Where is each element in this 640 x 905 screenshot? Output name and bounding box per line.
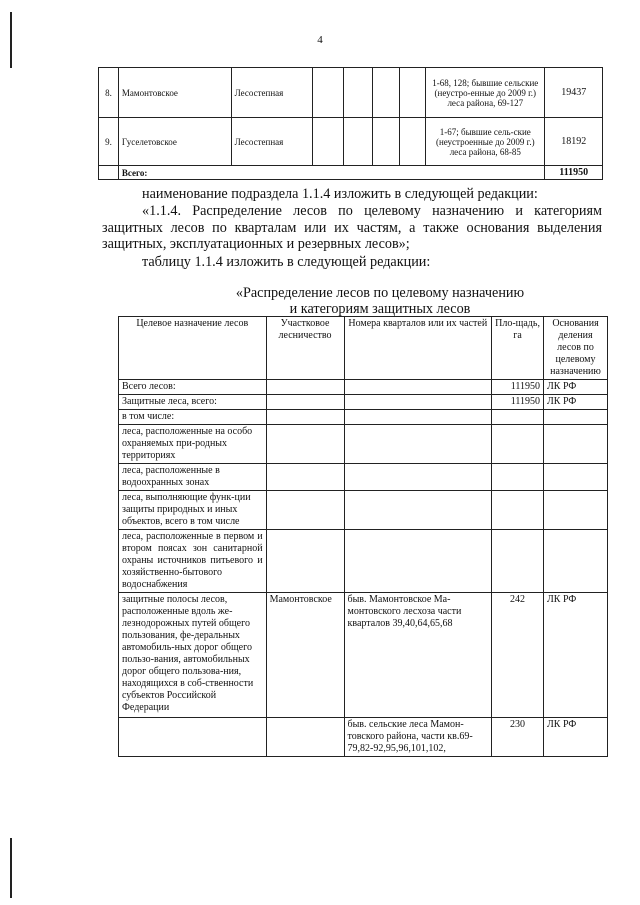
quarters-cell [344, 425, 492, 464]
table-row [119, 718, 608, 757]
prior-forestry-table [98, 67, 603, 180]
table-row [99, 68, 603, 118]
row-number: 9. [99, 118, 119, 166]
table-row [99, 118, 603, 166]
quarters-cell [344, 464, 492, 491]
quarters-cell [344, 395, 492, 410]
area-cell [492, 464, 544, 491]
forestry-name: Гуселетовское [118, 118, 231, 166]
area-cell [492, 530, 544, 593]
empty-cell [373, 68, 400, 118]
area-cell [492, 425, 544, 464]
purpose-cell: леса, выполняющие функ-ции защиты природных и иных объектов, всего в том числе [119, 491, 267, 530]
basis-cell: ЛК РФ [544, 380, 608, 395]
forestry-name: Мамонтовское [118, 68, 231, 118]
table-row [119, 593, 608, 718]
quarter-numbers: 1-67; бывшие сель-ские (неустроенные до 2009 г.) леса района, 68-85 [426, 118, 545, 166]
forest-zone: Лесостепная [231, 118, 313, 166]
header-area: Пло-щадь, га [492, 317, 544, 380]
header-purpose: Целевое назначение лесов [119, 317, 267, 380]
table-row [119, 491, 608, 530]
purpose-cell: Всего лесов: [119, 380, 267, 395]
basis-cell: ЛК РФ [544, 718, 608, 757]
left-margin-bar [10, 838, 12, 898]
caption-line: и категориям защитных лесов [289, 301, 471, 317]
empty-cell [313, 68, 344, 118]
total-label: Всего: [118, 166, 545, 180]
area-cell: 111950 [492, 395, 544, 410]
area-cell [492, 410, 544, 425]
basis-cell: ЛК РФ [544, 593, 608, 718]
quarters-cell [344, 530, 492, 593]
basis-cell [544, 530, 608, 593]
purpose-cell: леса, расположенные в водоохранных зонах [119, 464, 267, 491]
basis-cell: ЛК РФ [544, 395, 608, 410]
empty-cell [373, 118, 400, 166]
subsection-title-paragraph: «1.1.4. Распределение лесов по целевому назначению и категориям защитных лесов по кварталам или их частям, а также основания выделения защитных, эксплуатационных и резервных лесов»; [102, 203, 602, 252]
forestry-cell [266, 464, 344, 491]
header-forestry: Участковое лесничество [266, 317, 344, 380]
basis-cell [544, 425, 608, 464]
purpose-cell: защитные полосы лесов, расположенные вдоль же-лезнодорожных путей общего пользования, фе-деральных автомобиль-ных дорог общего пользо-вания, автомобильных дорог общего пользова-ния, находящихся в соб-ственности субъектов Российской Федерации [119, 593, 267, 718]
total-row [99, 166, 603, 180]
table-row [119, 464, 608, 491]
area-value: 19437 [545, 68, 603, 118]
row-number: 8. [99, 68, 119, 118]
header-row [119, 317, 608, 380]
table-row [119, 530, 608, 593]
caption-line: «Распределение лесов по целевому назначению [235, 285, 525, 301]
quarters-cell [344, 380, 492, 395]
purpose-cell: Защитные леса, всего: [119, 395, 267, 410]
area-cell: 230 [492, 718, 544, 757]
forestry-cell [266, 425, 344, 464]
area-cell [492, 491, 544, 530]
purpose-cell [119, 718, 267, 757]
area-cell: 111950 [492, 380, 544, 395]
table-row [119, 410, 608, 425]
purpose-cell: леса, расположенные в первом и втором поясах зон санитарной охраны источников питьевого и хозяйственно-бытового водоснабжения [119, 530, 267, 593]
table-row [119, 380, 608, 395]
empty-cell [399, 118, 426, 166]
area-value: 18192 [545, 118, 603, 166]
forestry-cell [266, 718, 344, 757]
forestry-cell [266, 395, 344, 410]
table-row [119, 395, 608, 410]
forestry-cell: Мамонтовское [266, 593, 344, 718]
forestry-cell [266, 380, 344, 395]
forestry-cell [266, 491, 344, 530]
header-quarters: Номера кварталов или их частей [344, 317, 492, 380]
forest-distribution-table [118, 316, 608, 757]
quarters-cell: быв. Мамонтовское Ма-монтовского лесхоза части кварталов 39,40,64,65,68 [344, 593, 492, 718]
empty-cell [99, 166, 119, 180]
quarter-numbers: 1-68, 128; бывшие сельские (неустро-енные до 2009 г.) леса района, 69-127 [426, 68, 545, 118]
empty-cell [399, 68, 426, 118]
header-basis: Основания деления лесов по целевому назначению [544, 317, 608, 380]
basis-cell [544, 464, 608, 491]
quarters-cell [344, 491, 492, 530]
instruction-paragraph: таблицу 1.1.4 изложить в следующей редакции: [142, 254, 431, 270]
total-value: 111950 [545, 166, 603, 180]
empty-cell [313, 118, 344, 166]
page-number: 4 [317, 34, 323, 46]
basis-cell [544, 410, 608, 425]
forest-zone: Лесостепная [231, 68, 313, 118]
forestry-cell [266, 530, 344, 593]
quarters-cell [344, 410, 492, 425]
empty-cell [344, 118, 373, 166]
purpose-cell: в том числе: [119, 410, 267, 425]
table-row [119, 425, 608, 464]
empty-cell [344, 68, 373, 118]
forestry-cell [266, 410, 344, 425]
instruction-paragraph: наименование подраздела 1.1.4 изложить в следующей редакции: [142, 186, 538, 202]
table-caption [180, 285, 580, 317]
quarters-cell: быв. сельские леса Мамон-товского района, части кв.69-79,82-92,95,96,101,102, [344, 718, 492, 757]
purpose-cell: леса, расположенные на особо охраняемых при-родных территориях [119, 425, 267, 464]
basis-cell [544, 491, 608, 530]
area-cell: 242 [492, 593, 544, 718]
